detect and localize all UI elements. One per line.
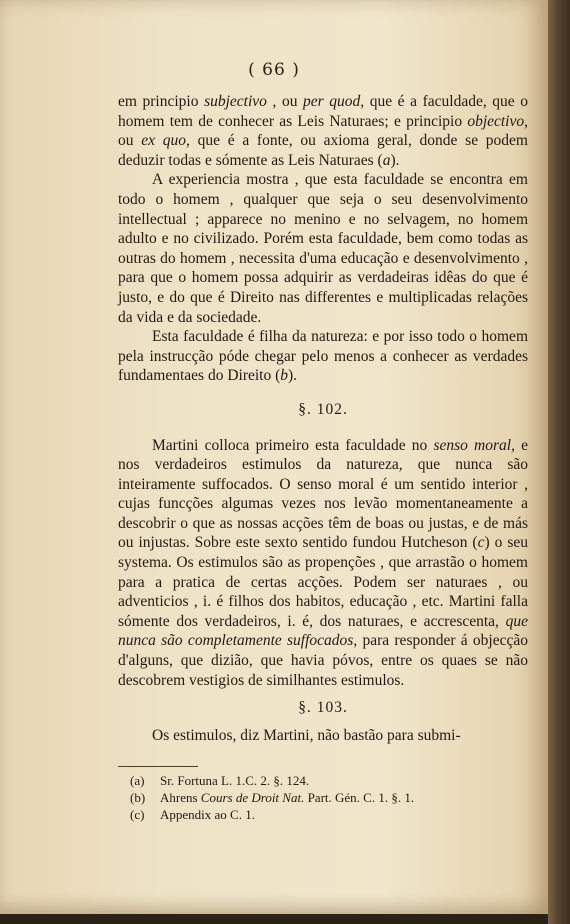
footnote-text: Appendix ao C. 1. [160, 807, 255, 822]
footnote-rule [118, 766, 198, 767]
footnote [130, 806, 520, 823]
body-text [118, 92, 528, 745]
book-binding-edge [548, 0, 570, 924]
footnote-text: Sr. Fortuna L. 1.C. 2. §. 124. [160, 773, 310, 788]
footnote [130, 772, 520, 789]
page-number: ( 66 ) [248, 60, 300, 80]
footnotes [130, 772, 520, 823]
paragraph-1: em principio subjectivo , ou per quod, que é a faculdade, que o homem tem de conhecer as Leis Naturaes; e principio objectivo, ou ex quo, que é a fonte, ou axioma geral, donde se podem deduzir todas e sómente as Leis Naturaes (a). [118, 93, 528, 169]
footnote-text: Cours de Droit Nat. [200, 790, 305, 805]
footnote-mark: (a) [130, 773, 145, 788]
paragraph-4: Martini colloca primeiro esta faculdade no senso moral, e nos verdadeiros estimulos da natureza, que nunca são inteiramente suffocados. O senso moral é um sentido interior , cujas funcções algumas vezes nos levão momentaneamente a descobrir o que as nossas acções têm de boas ou justas, e de más ou injustas. Sobre este sexto sentido fundou Hutcheson (c) o seu systema. Os estimulos são as propenções , que arrastão o homem para a pratica de certas acções. Podem ser naturaes , ou adventicios , i. é filhos dos habitos, educação , etc. Martini falla sómente dos verdadeiros, i. é, dos naturaes, e accrescenta, que nunca são completamente suffocados, para responder á objecção d'alguns, que dizião, que havia póvos, entre os quaes se não descobrem vestigios de similhantes estimulos. [118, 436, 528, 689]
footnote [130, 789, 520, 806]
paragraph-2: A experiencia mostra , que esta faculdade se encontra em todo o homem , qualquer que seja o seu desenvolvimento intellectual ; apparece no menino e no selvagem, no homem adulto e no civilizado. Porém esta faculdade, bem como todas as outras do homem , necessita d'uma educação e desenvolvimento , para que o homem possa adquirir as verdadeiras idêas do que é justo, e do que é Direito nas differentes e multiplicadas relações da vida e da sociedade. [118, 171, 528, 326]
footnote-mark: (c) [130, 807, 145, 822]
section-heading-102: §. 102. [298, 400, 348, 418]
paragraph-5: Os estimulos, diz Martini, não bastão para submi- [152, 726, 461, 744]
section-heading-103: §. 103. [298, 699, 348, 717]
footnote-text: Part. Gén. C. 1. §. 1. [304, 790, 415, 805]
footnote-mark: (b) [130, 790, 146, 805]
footnote-text: Ahrens [160, 790, 201, 805]
paragraph-3: Esta faculdade é filha da natureza: e por isso todo o homem pela instrucção póde chegar pelo menos a conhecer as verdades fundamentaes do Direito (b). [118, 328, 528, 385]
